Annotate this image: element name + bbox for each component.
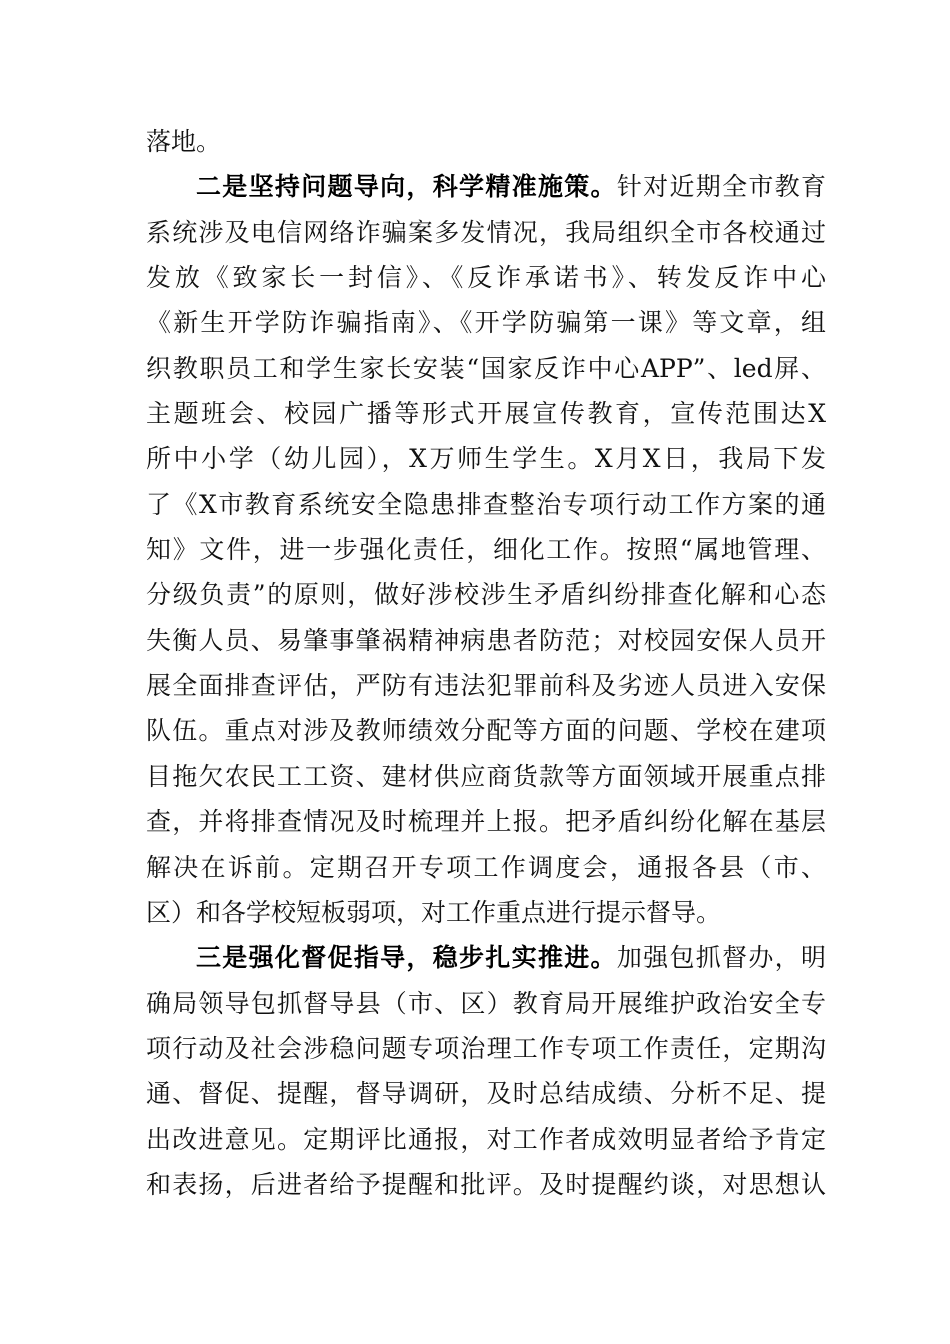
paragraph-2-text: 针对近期全市教育	[616, 172, 826, 202]
paragraph-2-heading: 二是坚持问题导向，科学精准施策。	[196, 172, 617, 202]
paragraph-3-line: 通、督促、提醒，督导调研，及时总结成绩、分析不足、提	[146, 1079, 826, 1109]
paragraph-3-text: 加强包抓督办，明	[616, 943, 826, 973]
paragraph-3-heading: 三是强化督促指导，稳步扎实推进。	[196, 943, 617, 973]
paragraph-2-line: 目拖欠农民工工资、建材供应商货款等方面领域开展重点排	[146, 761, 826, 791]
paragraph-2-line: 分级负责”的原则，做好涉校涉生矛盾纠纷排查化解和心态	[146, 580, 826, 610]
document-body	[146, 119, 826, 1207]
paragraph-2-line: 所中小学（幼儿园），X万师生学生。X月X日，我局下发	[146, 444, 826, 474]
paragraph-3-line: 确局领导包抓督导县（市、区）教育局开展维护政治安全专	[146, 988, 826, 1018]
paragraph-2-line: 织教职员工和学生家长安装“国家反诈中心APP”、led屏、	[146, 353, 826, 383]
paragraph-2-last-line: 区）和各学校短板弱项，对工作重点进行提示督导。	[146, 897, 722, 927]
paragraph-2-line: 失衡人员、易肇事肇祸精神病患者防范；对校园安保人员开	[146, 625, 826, 655]
paragraph-2-line: 系统涉及电信网络诈骗案多发情况，我局组织全市各校通过	[146, 217, 826, 247]
paragraph-2-line: 解决在诉前。定期召开专项工作调度会，通报各县（市、	[146, 852, 826, 882]
paragraph-2-line: 了《X市教育系统安全隐患排查整治专项行动工作方案的通	[146, 489, 826, 519]
paragraph-3-line: 和表扬，后进者给予提醒和批评。及时提醒约谈，对思想认	[146, 1169, 826, 1199]
paragraph-2-line: 发放《致家长一封信》、《反诈承诺书》、转发反诈中心	[146, 263, 826, 293]
paragraph-3-line: 项行动及社会涉稳问题专项治理工作专项工作责任，定期沟	[146, 1033, 826, 1063]
paragraph-3-line: 出改进意见。定期评比通报，对工作者成效明显者给予肯定	[146, 1124, 826, 1154]
paragraph-2-line: 《新生开学防诈骗指南》、《开学防骗第一课》等文章，组	[146, 308, 826, 338]
paragraph-2-line: 查，并将排查情况及时梳理并上报。把矛盾纠纷化解在基层	[146, 807, 826, 837]
paragraph-2-line: 主题班会、校园广播等形式开展宣传教育，宣传范围达X	[146, 399, 826, 429]
paragraph-2-line: 队伍。重点对涉及教师绩效分配等方面的问题、学校在建项	[146, 716, 826, 746]
paragraph-2-line: 知》文件，进一步强化责任，细化工作。按照“属地管理、	[146, 535, 826, 565]
paragraph-3-first-line	[146, 935, 826, 980]
paragraph-1-line: 落地。	[146, 127, 222, 156]
paragraph-2-first-line	[146, 164, 826, 209]
paragraph-2-line: 展全面排查评估，严防有违法犯罪前科及劣迹人员进入安保	[146, 671, 826, 701]
